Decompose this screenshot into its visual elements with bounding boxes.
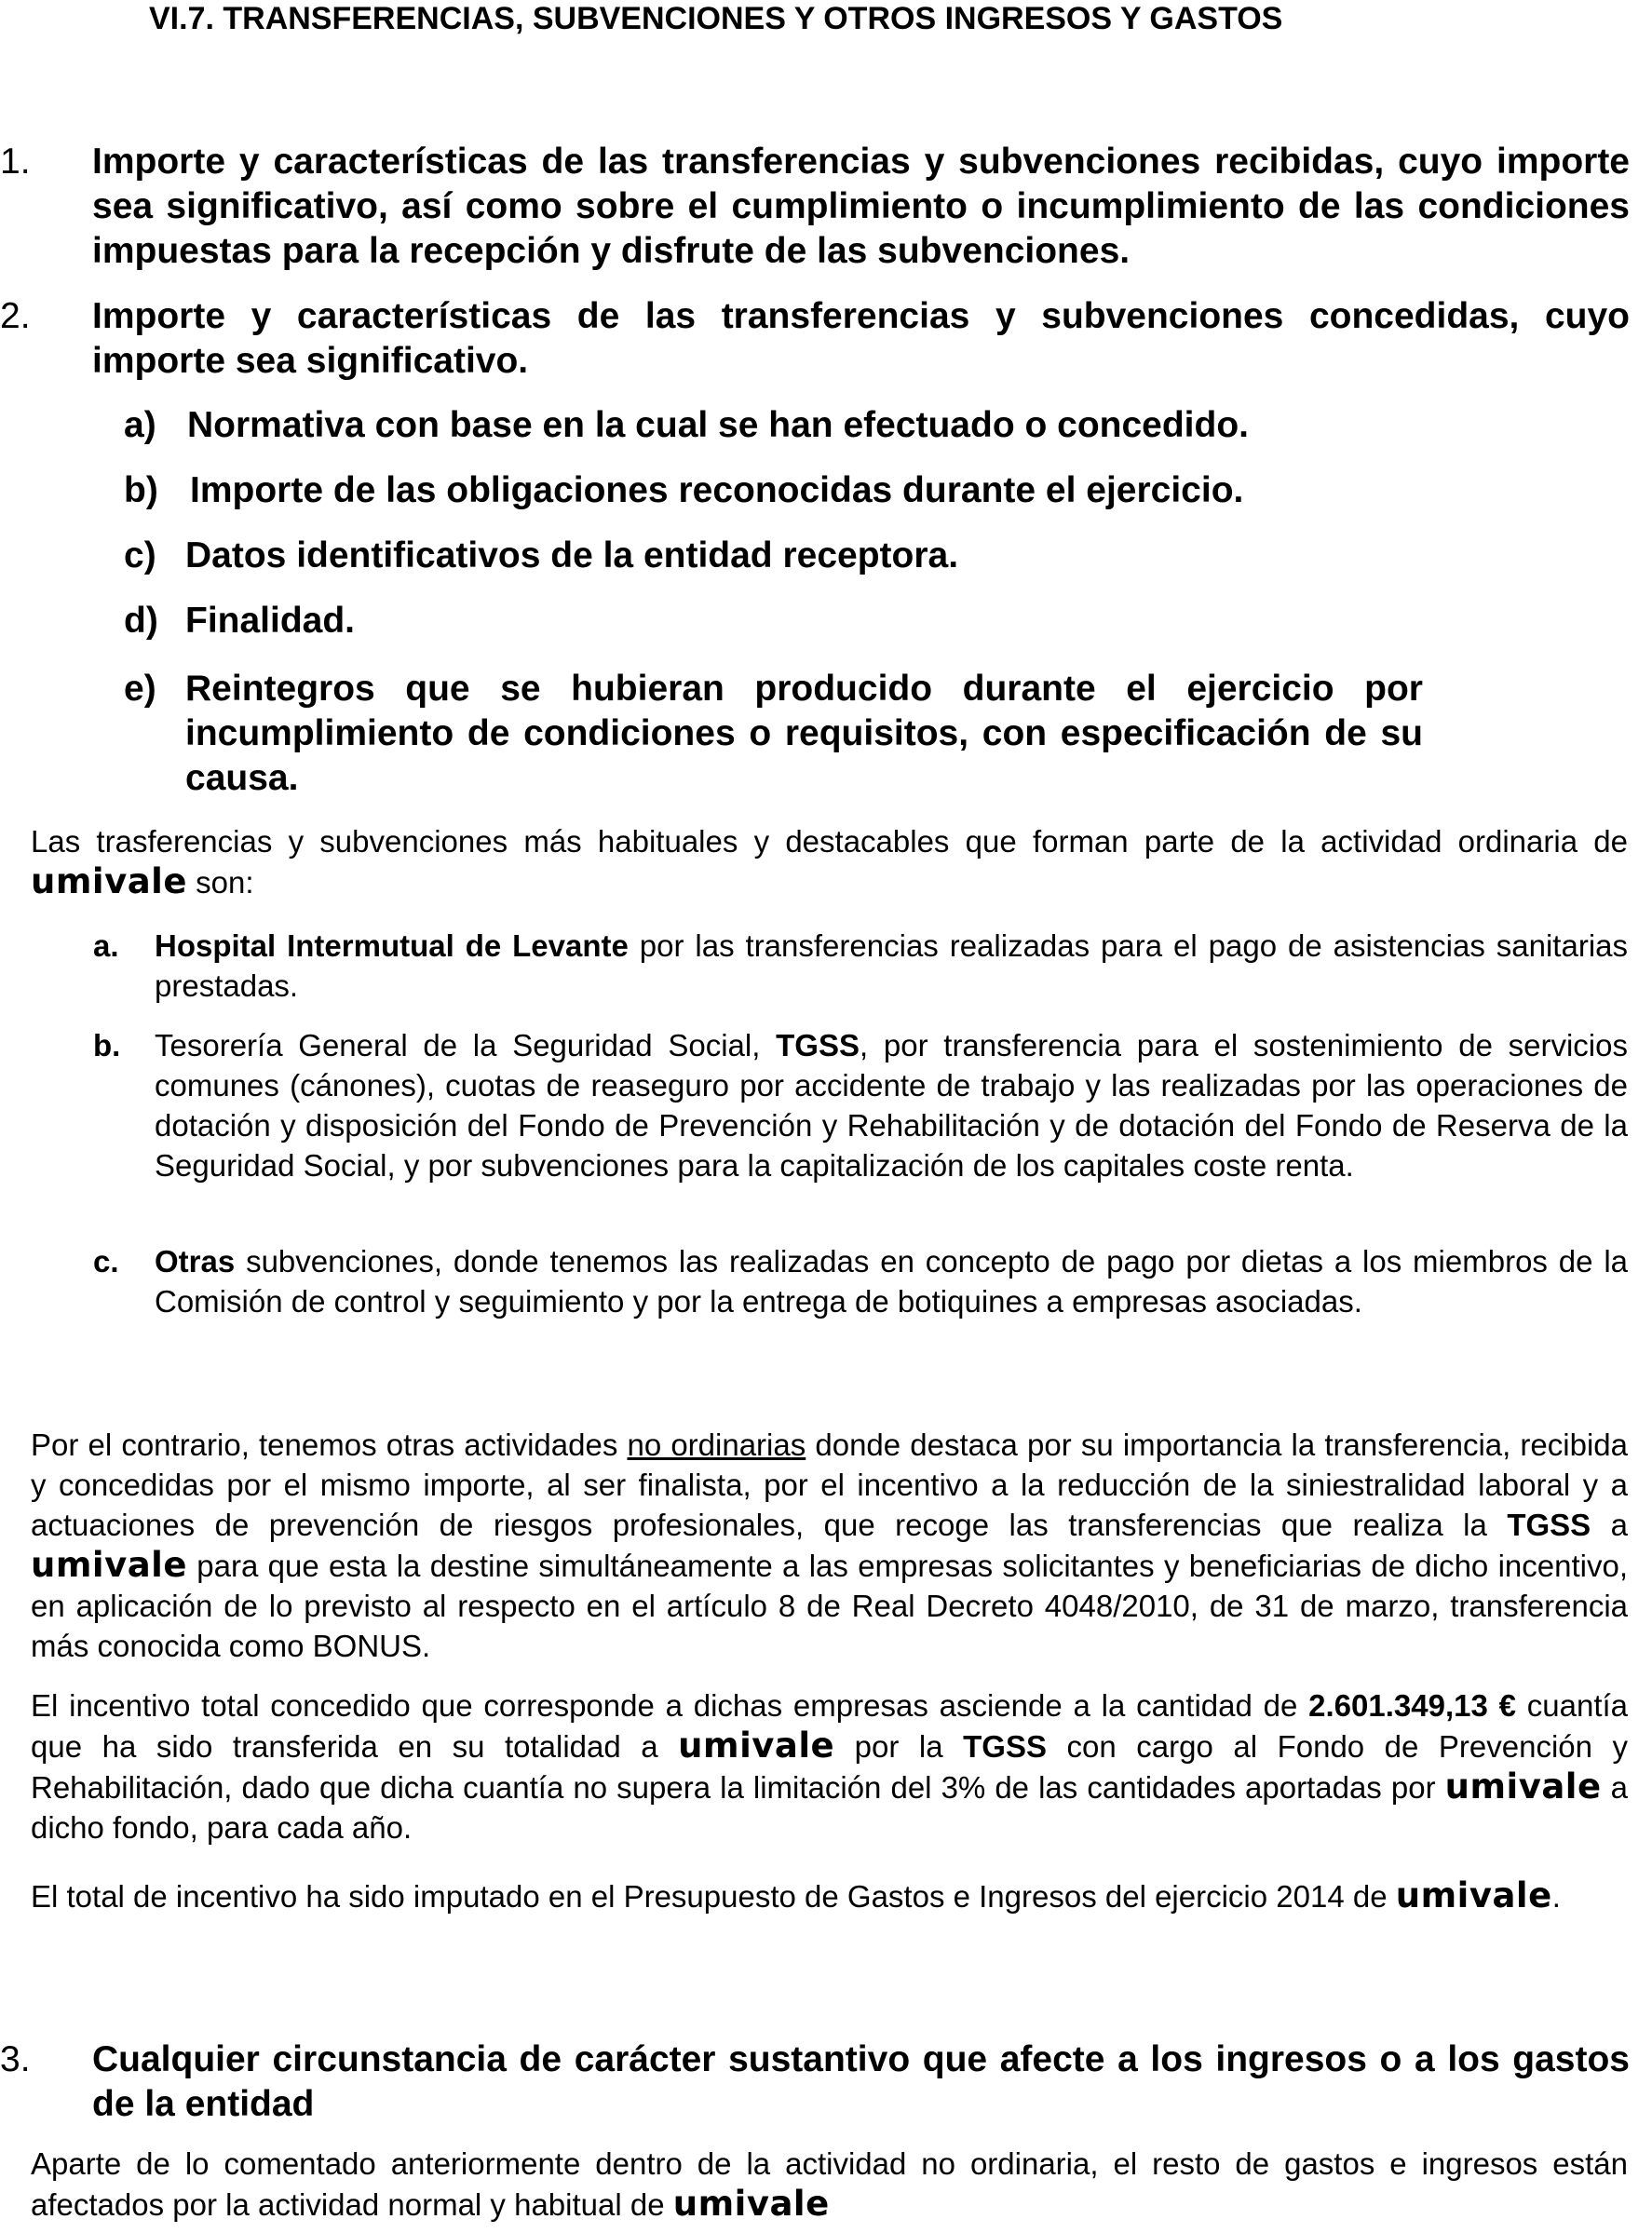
text-segment: a <box>1610 1508 1629 1542</box>
intro-text: Las trasferencias y subvenciones más habituales y destacables que forman parte de la actividad ordinaria de <box>31 824 1628 859</box>
paragraph-incentive <box>31 1685 1628 1847</box>
intro-text-end: son: <box>196 865 254 900</box>
list-description: , por transferencia para el sostenimiento de servicios comunes (cánones), cuotas de reaseguro por accidente de trabajo y las realizadas por las operaciones de dotación y disposición del Fondo de Prevención y Rehabilitación y de dotación del Fondo de Reserva de la Seguridad Social, y por subvenciones para la capitalización de los capitales coste renta. <box>155 1028 1628 1183</box>
list-item-b <box>93 1025 1628 1185</box>
brand-name: umivale <box>678 1726 835 1766</box>
list-label: b. <box>93 1028 121 1062</box>
text-segment: para que esta la destine simultáneamente a las empresas solicitantes y beneficiarias de dicho incentivo, en aplicación de lo previsto al respecto en el artículo 8 de Real Decreto 4048/2010, de 31 de marzo, transferencia más conocida como BONUS. <box>31 1549 1628 1663</box>
paragraph-total <box>31 1875 1628 1916</box>
item-text: Reintegros que se hubieran producido durante el ejercicio por incumplimiento de condiciones o requisitos, con especificación de su causa. <box>185 669 1423 798</box>
paragraph-non-ordinary <box>31 1425 1628 1666</box>
section-2-item-a <box>124 403 1428 448</box>
brand-name: umivale <box>31 861 187 901</box>
list-label: c. <box>93 1244 119 1279</box>
intro-paragraph <box>31 821 1628 902</box>
section-3-number: 3. <box>0 2039 31 2079</box>
entity-name: Hospital Intermutual de Levante <box>155 928 629 963</box>
text-segment: a dicho fondo, para cada año. <box>31 1770 1628 1845</box>
item-text: Importe de las obligaciones reconocidas durante el ejercicio. <box>190 470 1244 510</box>
section-1 <box>0 140 1630 274</box>
section-2-heading: Importe y características de las transferencias y subvenciones concedidas, cuyo importe sea significativo. <box>92 296 1630 381</box>
item-label: a) <box>124 405 156 445</box>
brand-name: umivale <box>31 1545 187 1585</box>
brand-name: umivale <box>1395 1875 1552 1915</box>
text-segment: Aparte de lo comentado anteriormente dentro de la actividad no ordinaria, el resto de gastos e ingresos están afectados por la actividad normal y habitual de <box>31 2146 1628 2222</box>
list-bold-word: Otras <box>155 1244 236 1279</box>
section-1-number: 1. <box>0 142 31 182</box>
list-text <box>155 1025 1628 1185</box>
list-description: subvenciones, donde tenemos las realizadas en concepto de pago por dietas a los miembros de la Comisión de control y seguimiento y por la entrega de botiquines a empresas asociadas. <box>155 1244 1629 1319</box>
item-label: d) <box>124 601 158 641</box>
tgss-acronym: TGSS <box>1507 1508 1591 1542</box>
text-segment: por la <box>854 1729 943 1764</box>
text-segment: cuantía que ha sido transferida en su totalidad a <box>31 1688 1629 1764</box>
incentive-amount: 2.601.349,13 € <box>1308 1688 1516 1723</box>
section-3 <box>0 2037 1630 2127</box>
list-text <box>155 926 1628 1006</box>
section-3-heading: Cualquier circunstancia de carácter sustantivo que afecte a los ingresos o a los gastos de la entidad <box>92 2039 1630 2124</box>
list-item-a <box>93 926 1628 1006</box>
underlined-text: no ordinarias <box>627 1428 806 1462</box>
item-text: Normativa con base en la cual se han efectuado o concedido. <box>187 405 1249 445</box>
tgss-acronym: TGSS <box>963 1729 1047 1764</box>
section-2-item-e <box>124 667 1423 801</box>
text-segment: . <box>1551 1879 1561 1914</box>
page-title: VI.7. TRANSFERENCIAS, SUBVENCIONES Y OTROS INGRESOS Y GASTOS <box>149 1 1283 36</box>
item-label: c) <box>124 535 156 575</box>
item-label: e) <box>124 669 156 709</box>
list-prefix: Tesorería General de la Seguridad Social, <box>155 1028 761 1062</box>
paragraph-other <box>31 2144 1628 2225</box>
entity-acronym: TGSS <box>776 1028 860 1062</box>
item-text: Datos identificativos de la entidad receptora. <box>185 535 959 575</box>
text-segment: El incentivo total concedido que corresponde a dichas empresas asciende a la cantidad de <box>31 1688 1298 1723</box>
list-text <box>155 1241 1628 1321</box>
section-2 <box>0 294 1630 384</box>
text-segment: Por el contrario, tenemos otras actividades <box>31 1428 618 1462</box>
section-1-heading: Importe y características de las transferencias y subvenciones recibidas, cuyo importe sea significativo, así como sobre el cumplimiento o incumplimiento de las condiciones impuestas para la recepción y disfrute de las subvenciones. <box>92 142 1630 271</box>
text-segment: donde destaca por su importancia la transferencia, recibida y concedidas por el mismo importe, al ser finalista, por el incentivo a la reducción de la siniestralidad laboral y a actuaciones de prevención de riesgos profesionales, que recoge las transferencias que realiza la <box>31 1428 1628 1542</box>
section-2-item-c <box>124 534 1428 578</box>
brand-name: umivale <box>672 2184 830 2224</box>
text-segment: El total de incentivo ha sido imputado en el Presupuesto de Gastos e Ingresos del ejercicio 2014 de <box>31 1879 1388 1914</box>
section-2-item-b <box>124 468 1428 513</box>
section-2-number: 2. <box>0 296 31 336</box>
list-description: por las transferencias realizadas para el pago de asistencias sanitarias prestadas. <box>155 928 1629 1003</box>
section-2-item-d <box>124 599 1428 643</box>
item-label: b) <box>124 470 158 510</box>
item-text: Finalidad. <box>185 601 356 641</box>
brand-name: umivale <box>1444 1766 1602 1807</box>
list-label: a. <box>93 928 119 963</box>
list-item-c <box>93 1241 1628 1321</box>
text-segment: con cargo al Fondo de Prevención y Rehabilitación, dado que dicha cuantía no supera la limitación del 3% de las cantidades aportadas por <box>31 1729 1629 1805</box>
